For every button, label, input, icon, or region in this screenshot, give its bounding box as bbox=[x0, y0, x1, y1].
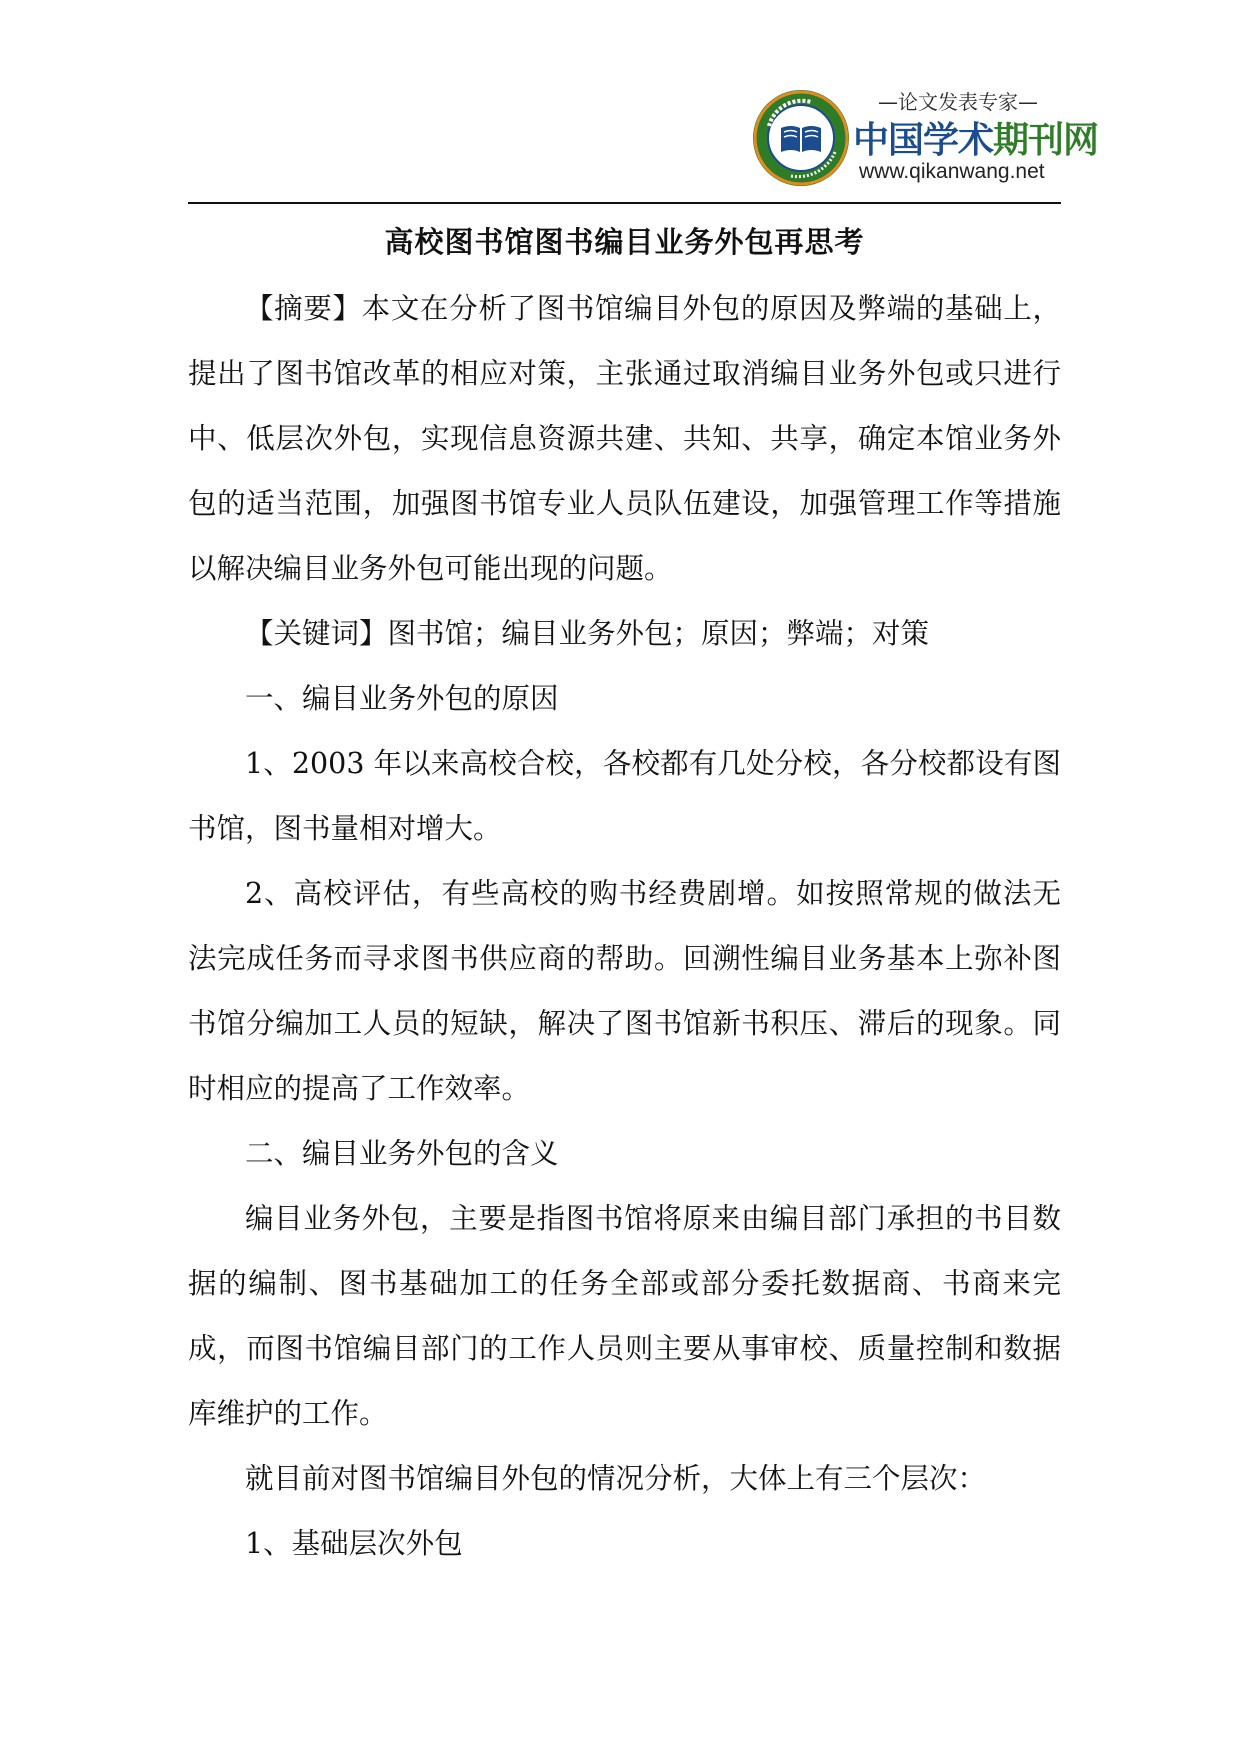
document-title: 高校图书馆图书编目业务外包再思考 bbox=[384, 225, 865, 259]
publisher-logo bbox=[751, 84, 1099, 202]
brand-url: www.qikanwang.net bbox=[859, 160, 1045, 183]
brand-name bbox=[853, 112, 1098, 163]
document-body bbox=[188, 276, 1061, 1576]
brand-block bbox=[853, 86, 1099, 198]
list-item: 1、基础层次外包 bbox=[245, 1527, 463, 1560]
keywords-paragraph: 【关键词】图书馆；编目业务外包；原因；弊端；对策 bbox=[245, 617, 930, 650]
abstract-paragraph: 【摘要】本文在分析了图书馆编目外包的原因及弊端的基础上，提出了图书馆改革的相应对策，主张通过取消编目业务外包或只进行中、低层次外包，实现信息资源共建、共知、共享，确定本馆业务外包的适当范围，加强图书馆专业人员队伍建设，加强管理工作等措施以解决编目业务外包可能出现的问题。 bbox=[188, 292, 1061, 585]
brand-slogan: —论文发表专家— bbox=[878, 90, 1038, 114]
section-heading-2: 二、编目业务外包的含义 bbox=[245, 1137, 559, 1170]
body-paragraph: 1、2003 年以来高校合校，各校都有几处分校，各分校都设有图书馆，图书量相对增大。 bbox=[188, 747, 1061, 845]
body-paragraph: 就目前对图书馆编目外包的情况分析，大体上有三个层次： bbox=[245, 1462, 987, 1495]
book-seal-icon bbox=[751, 88, 851, 188]
brand-name-part1: 中国学术 bbox=[853, 120, 994, 161]
section-heading-1: 一、编目业务外包的原因 bbox=[245, 682, 559, 715]
header-divider bbox=[188, 202, 1061, 204]
page-header bbox=[188, 84, 1099, 204]
body-paragraph: 编目业务外包，主要是指图书馆将原来由编目部门承担的书目数据的编制、图书基础加工的任务全部或部分委托数据商、书商来完成，而图书馆编目部门的工作人员则主要从事审校、质量控制和数据库维护的工作。 bbox=[188, 1202, 1061, 1430]
brand-name-part2: 期刊网 bbox=[993, 120, 1099, 161]
body-paragraph: 2、高校评估，有些高校的购书经费剧增。如按照常规的做法无法完成任务而寻求图书供应商的帮助。回溯性编目业务基本上弥补图书馆分编加工人员的短缺，解决了图书馆新书积压、滞后的现象。同时相应的提高了工作效率。 bbox=[188, 877, 1061, 1105]
